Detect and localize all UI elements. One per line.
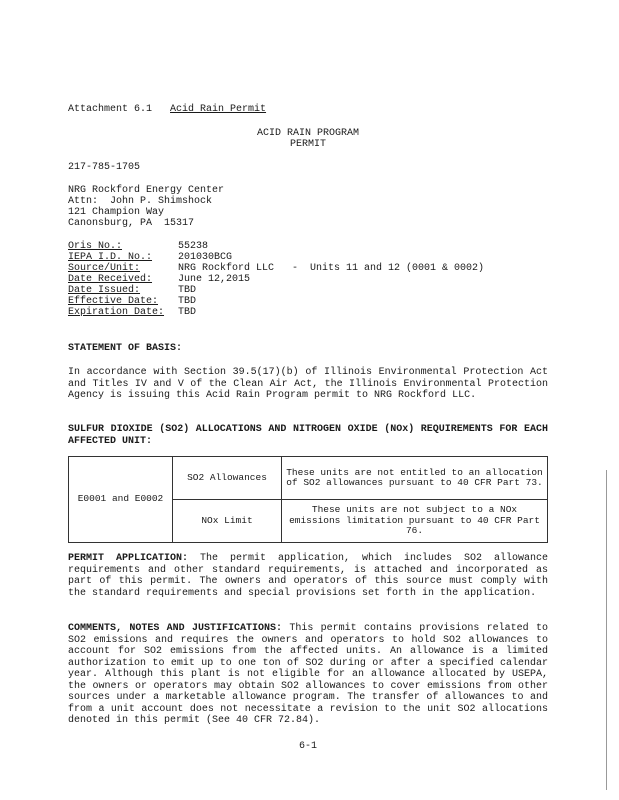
- field-label: Expiration Date:: [68, 307, 165, 318]
- comments-paragraph: [68, 623, 548, 727]
- permit-application-text: The permit application, which includes SO2 allowance requirements and other standard requirements, is attached and incorporated as part of this permit. The owners and operators of this source must comply with the standard requirements and special provisions set forth in the application.: [68, 553, 548, 599]
- field-label: Effective Date:: [68, 296, 159, 307]
- attachment-number: Attachment 6.1: [68, 104, 153, 115]
- table-row: [69, 457, 548, 500]
- field-value: TBD: [178, 307, 197, 318]
- field-value: NRG Rockford LLC - Units 11 and 12 (0001 & 0002): [178, 263, 485, 274]
- attachment-title: Acid Rain Permit: [170, 104, 267, 115]
- scan-edge-line: [606, 470, 607, 790]
- so2-label-cell: SO2 Allowances: [173, 457, 282, 500]
- permit-application-paragraph: [68, 553, 548, 599]
- field-label: IEPA I.D. No.:: [68, 252, 153, 263]
- basis-heading: STATEMENT OF BASIS:: [68, 343, 183, 354]
- address-line-1: NRG Rockford Energy Center: [68, 185, 225, 196]
- phone-number: 217-785-1705: [68, 162, 141, 173]
- nox-label-cell: NOx Limit: [173, 500, 282, 543]
- field-label: Source/Unit:: [68, 263, 141, 274]
- basis-text: In accordance with Section 39.5(17)(b) of Illinois Environmental Protection Act and Titles IV and V of the Clean Air Act, the Illinois Environmental Protection Agency is issuing this Acid Rain Program permit to NRG Rockford LLC.: [68, 367, 548, 401]
- comments-heading: COMMENTS, NOTES AND JUSTIFICATIONS:: [68, 623, 282, 634]
- field-value: TBD: [178, 296, 197, 307]
- nox-text-cell: These units are not subject to a NOx emissions limitation pursuant to 40 CFR Part 76.: [282, 500, 548, 543]
- field-label: Oris No.:: [68, 241, 123, 252]
- field-value: June 12,2015: [178, 274, 251, 285]
- attachment-header: [68, 104, 266, 116]
- field-value: 55238: [178, 241, 209, 252]
- unit-cell: E0001 and E0002: [69, 457, 173, 543]
- address-line-2: Attn: John P. Shimshock: [68, 196, 213, 207]
- permit-application-heading: PERMIT APPLICATION:: [68, 553, 189, 564]
- address-line-4: Canonsburg, PA 15317: [68, 218, 195, 229]
- page-number: 6-1: [298, 741, 317, 752]
- program-subtitle: PERMIT: [289, 139, 326, 150]
- field-value: 201030BCG: [178, 252, 233, 263]
- field-label: Date Issued:: [68, 285, 141, 296]
- address-line-3: 121 Champion Way: [68, 207, 165, 218]
- allocations-heading: SULFUR DIOXIDE (SO2) ALLOCATIONS AND NITROGEN OXIDE (NOx) REQUIREMENTS FOR EACH AFFECTED UNIT:: [68, 424, 548, 447]
- comments-text: This permit contains provisions related to SO2 emissions and requires the owners and operators to hold SO2 allowances to account for SO2 emissions from the affected units. An allowance is a limited authorization to emit up to one ton of SO2 during or after a specified calendar year. Although this plant is not eligible for an allowance allocated by USEPA, the owners or operators may obtain SO2 allowances to cover emissions from other sources under a marketable allowance program. The transfer of allowances to and from a unit account does not necessitate a revision to the unit SO2 allocations denoted in this permit (See 40 CFR 72.84).: [68, 623, 548, 726]
- field-label: Date Received:: [68, 274, 153, 285]
- allocations-table: [68, 456, 548, 543]
- field-value: TBD: [178, 285, 197, 296]
- so2-text-cell: These units are not entitled to an allocation of SO2 allowances pursuant to 40 CFR Part 73.: [282, 457, 548, 500]
- program-title: ACID RAIN PROGRAM: [256, 128, 360, 139]
